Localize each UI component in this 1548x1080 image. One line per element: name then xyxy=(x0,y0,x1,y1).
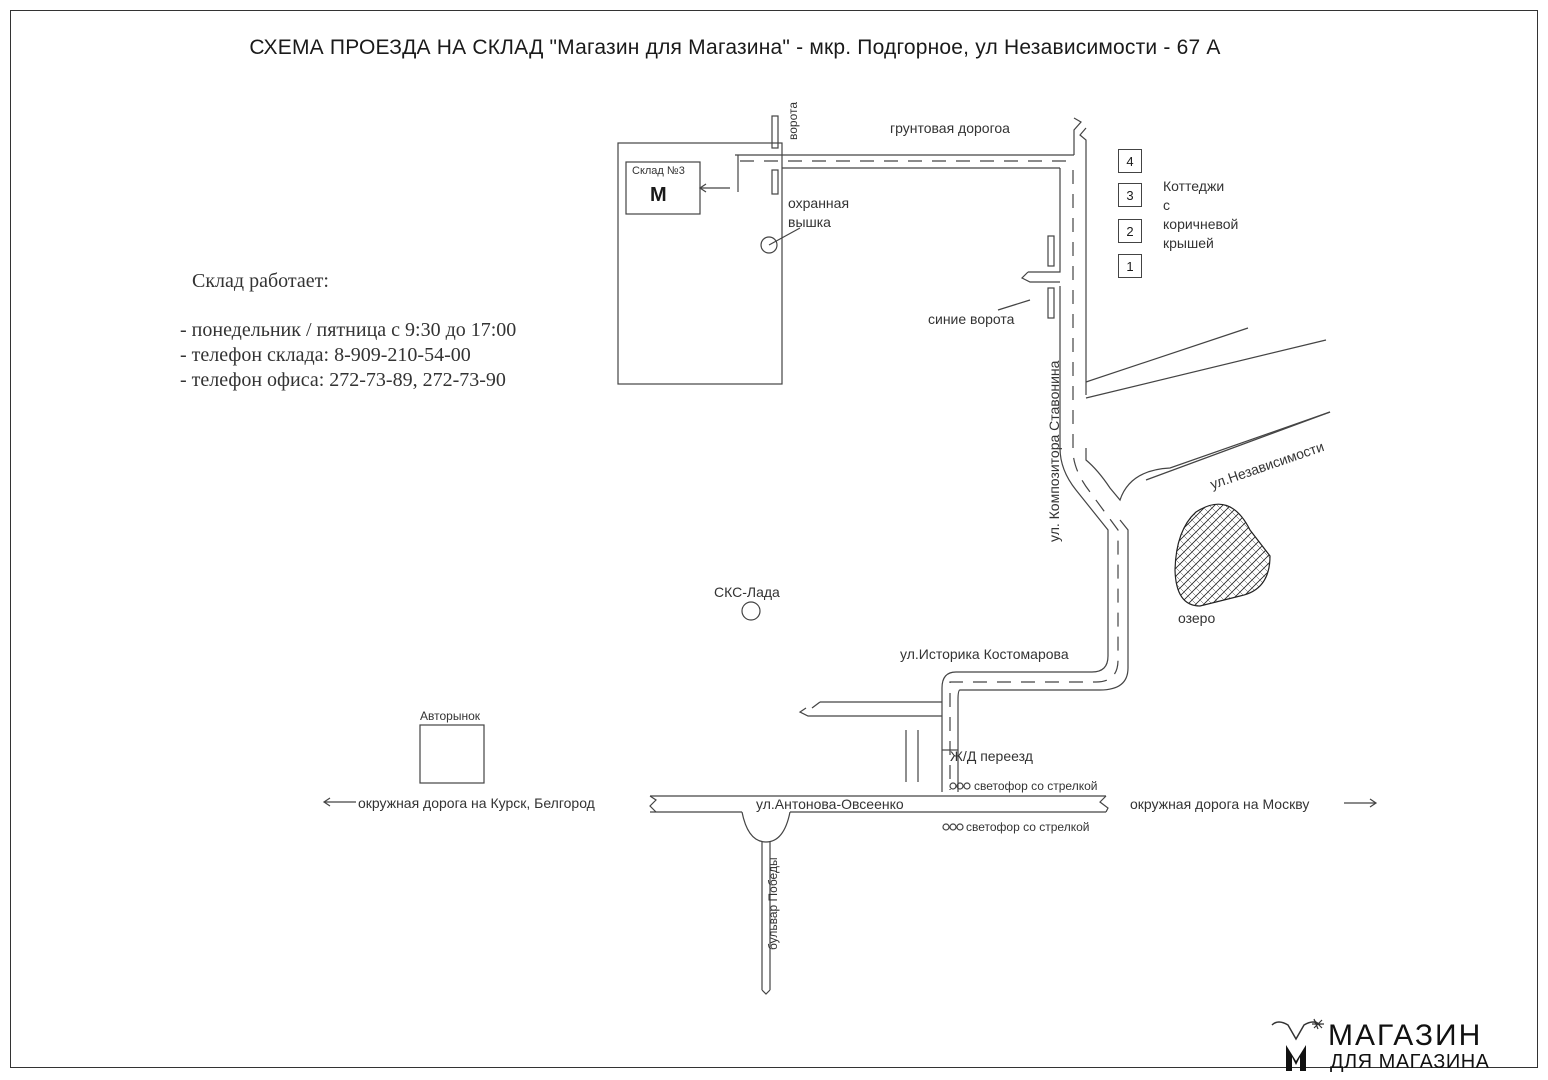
schedule-phone-office: - телефон офиса: 272-73-89, 272-73-90 xyxy=(180,369,506,391)
company-logo xyxy=(1258,1015,1540,1075)
cottages-label-4: крышей xyxy=(1163,235,1214,251)
logo-m-icon xyxy=(1258,1015,1328,1075)
blue-gate-marker xyxy=(1048,236,1054,266)
arrow-east xyxy=(1344,799,1376,807)
cottages-label-2: с xyxy=(1163,197,1170,213)
cottages-label-1: Коттеджи xyxy=(1163,178,1225,194)
dirt-road-label: грунтовая дорогоа xyxy=(890,120,1010,136)
lake xyxy=(1175,504,1270,606)
car-market-building xyxy=(420,725,484,783)
rail-crossing-label: Ж/Д переезд xyxy=(950,748,1033,764)
traffic-light-1-label: светофор со стрелкой xyxy=(974,779,1098,793)
traffic-light-1 xyxy=(950,783,970,789)
sks-lada-label: СКС-Лада xyxy=(714,584,780,600)
cottages-label-3: коричневой xyxy=(1163,216,1239,232)
cottage-2: 2 xyxy=(1118,219,1142,243)
gate-label: ворота xyxy=(786,101,800,140)
roundabout xyxy=(742,812,790,842)
warehouse-logo-icon: M xyxy=(650,184,667,206)
blue-gate-label: синие ворота xyxy=(928,311,1015,327)
ring-road-kursk-label: окружная дорога на Курск, Белгород xyxy=(358,795,595,811)
rail-crossing xyxy=(906,730,918,782)
schedule-hours: - понедельник / пятница с 9:30 до 17:00 xyxy=(180,319,517,341)
cottage-1: 1 xyxy=(1118,254,1142,278)
boulevard-pobedy-label: бульвар Победы xyxy=(766,857,780,950)
cottage-3: 3 xyxy=(1118,183,1142,207)
street-stavonin-label: ул. Композитора Ставонина xyxy=(1046,360,1062,542)
lake-label: озеро xyxy=(1178,610,1216,626)
arrow-west xyxy=(324,798,356,806)
dirt-road xyxy=(735,155,1074,168)
warehouse-label: Склад №3 xyxy=(632,165,685,177)
traffic-light-2 xyxy=(943,824,963,830)
schedule-phone-warehouse: - телефон склада: 8-909-210-54-00 xyxy=(180,344,471,366)
street-kostomarova-label: ул.Историка Костомарова xyxy=(900,646,1069,662)
sks-lada-marker xyxy=(742,602,760,620)
schedule-heading: Склад работает: xyxy=(192,270,329,292)
ring-road-moscow-label: окружная дорога на Москву xyxy=(1130,796,1310,812)
street-nezavisimosti-label: ул.Независимости xyxy=(1208,438,1326,493)
page-title: СХЕМА ПРОЕЗДА НА СКЛАД "Магазин для Магазина" - мкр. Подгорное, ул Независимости - 67 А xyxy=(249,36,1221,59)
guard-tower-label: охранная вышка xyxy=(788,195,850,230)
street-kostomarova xyxy=(800,702,942,716)
logo-line-1: МАГАЗИН xyxy=(1328,1019,1483,1052)
street-stavonin xyxy=(942,168,1108,792)
logo-line-2: ДЛЯ МАГАЗИНА xyxy=(1330,1051,1490,1073)
traffic-light-2-label: светофор со стрелкой xyxy=(966,820,1090,834)
street-antonova-label: ул.Антонова-Овсеенко xyxy=(756,796,904,812)
car-market-label: Авторынок xyxy=(420,709,480,723)
cottage-4: 4 xyxy=(1118,149,1142,173)
